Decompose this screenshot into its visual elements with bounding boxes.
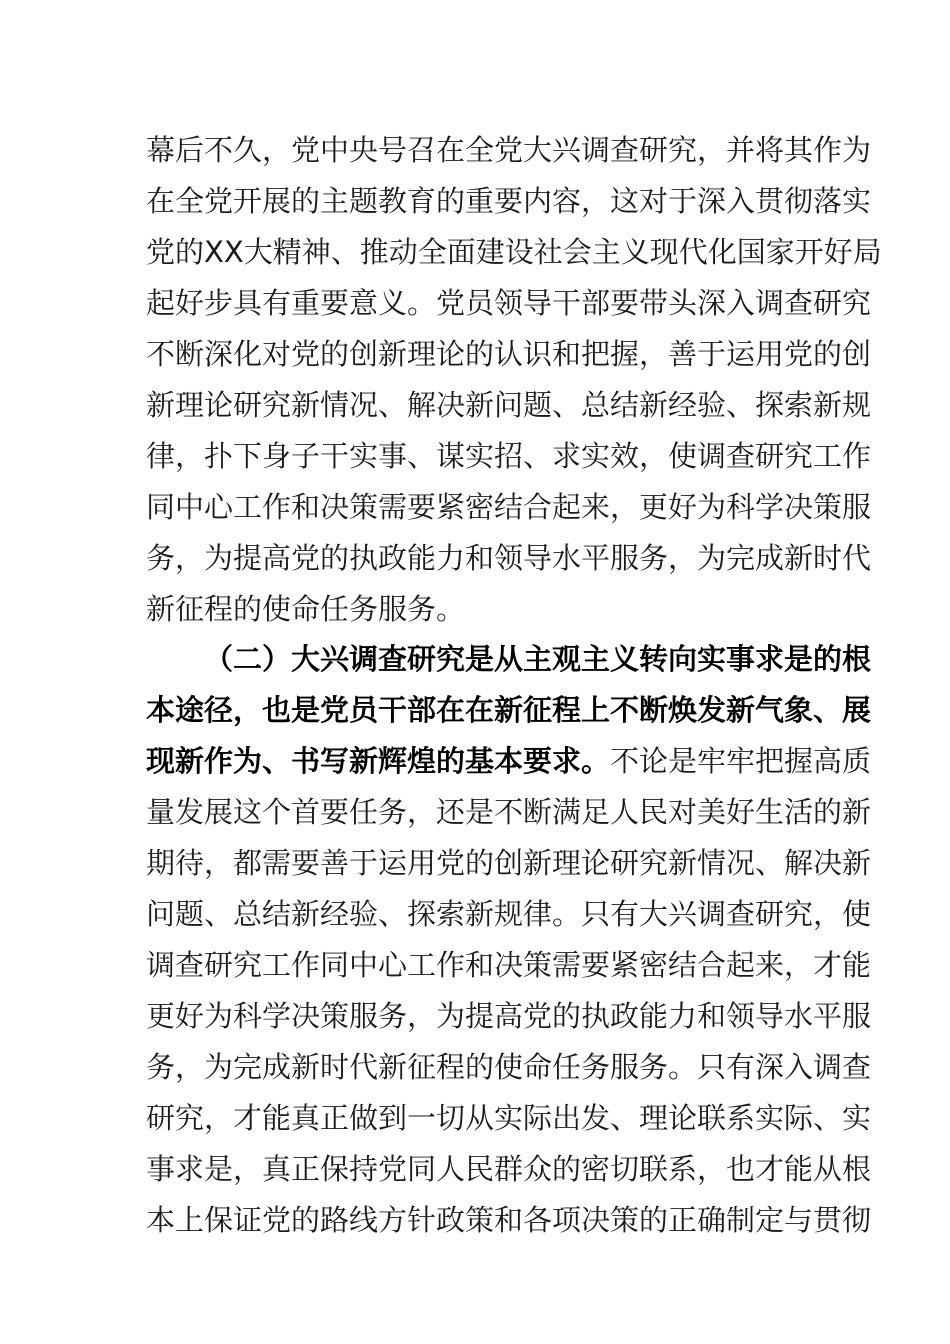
section-heading-line: 本途径，也是党员干部在在新征程上不断焕发新气象、展 — [146, 693, 872, 727]
paragraph-1-line: 党的XX大精神、推动全面建设社会主义现代化国家开好局 — [146, 235, 882, 269]
paragraph-2-line: 本上保证党的路线方针政策和各项决策的正确制定与贯彻 — [146, 1203, 872, 1237]
paragraph-1-line: 新征程的使命任务服务。 — [146, 592, 466, 626]
paragraph-1-line: 新理论研究新情况、解决新问题、总结新经验、探索新规 — [146, 388, 872, 422]
paragraph-2-line: 更好为科学决策服务，为提高党的执政能力和领导水平服 — [146, 999, 872, 1033]
paragraph-2-line: 事求是，真正保持党同人民群众的密切联系，也才能从根 — [146, 1152, 872, 1186]
paragraph-2-line: 研究，才能真正做到一切从实际出发、理论联系实际、实 — [146, 1101, 872, 1135]
paragraph-1-line: 幕后不久，党中央号召在全党大兴调查研究，并将其作为 — [146, 133, 872, 167]
paragraph-1-line: 不断深化对党的创新理论的认识和把握，善于运用党的创 — [146, 337, 872, 371]
paragraph-2-line: 期待，都需要善于运用党的创新理论研究新情况、解决新 — [146, 846, 872, 880]
paragraph-2-line: 务，为完成新时代新征程的使命任务服务。只有深入调查 — [146, 1050, 872, 1084]
paragraph-2-line: 量发展这个首要任务，还是不断满足人民对美好生活的新 — [146, 795, 872, 829]
mixed-heading-line — [146, 736, 872, 786]
paragraph-2-line: 问题、总结新经验、探索新规律。只有大兴调查研究，使 — [146, 897, 872, 931]
paragraph-1-line: 务，为提高党的执政能力和领导水平服务，为完成新时代 — [146, 541, 872, 575]
section-heading-end: 现新作为、书写新辉煌的基本要求。 — [146, 744, 611, 778]
paragraph-2-text: 不论是牢牢把握高质 — [610, 744, 872, 778]
paragraph-1-line: 同中心工作和决策需要紧密结合起来，更好为科学决策服 — [146, 490, 872, 524]
section-heading-line: （二）大兴调查研究是从主观主义转向实事求是的根 — [204, 642, 872, 676]
paragraph-1-line: 起好步具有重要意义。党员领导干部要带头深入调查研究 — [146, 286, 872, 320]
paragraph-2-line: 调查研究工作同中心工作和决策需要紧密结合起来，才能 — [146, 948, 872, 982]
paragraph-1-line: 律，扑下身子干实事、谋实招、求实效，使调查研究工作 — [146, 439, 872, 473]
paragraph-1-line: 在全党开展的主题教育的重要内容，这对于深入贯彻落实 — [146, 184, 872, 218]
